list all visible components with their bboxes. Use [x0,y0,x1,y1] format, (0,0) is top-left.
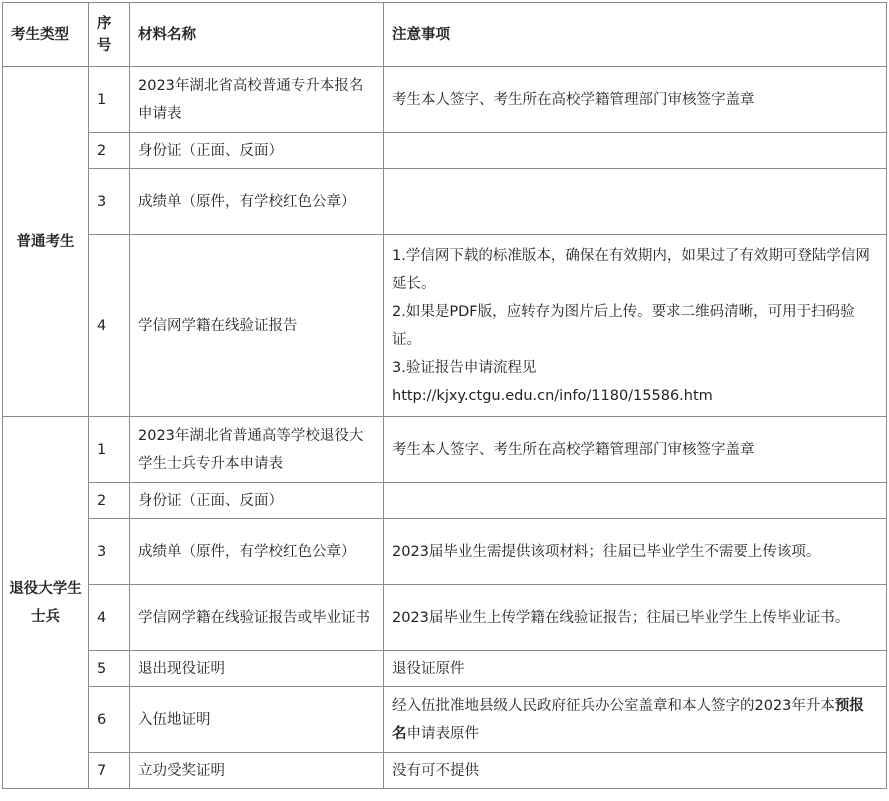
note-line: 2.如果是PDF版，应转存为图片后上传。要求二维码清晰，可用于扫码验证。 [392,303,855,348]
row-no: 3 [89,519,130,585]
table-row [3,585,887,651]
note-text: 经入伍批准地县级人民政府征兵办公室盖章和本人签字的2023年升本 [392,697,835,714]
material-name: 退出现役证明 [130,651,384,687]
group-type: 普通考生 [3,67,89,417]
header-material: 材料名称 [130,3,384,67]
note-emphasis: 预报名 [392,697,864,742]
material-name: 学信网学籍在线验证报告或毕业证书 [130,585,384,651]
row-no: 7 [89,753,130,789]
material-note [384,235,887,417]
material-note: 考生本人签字、考生所在高校学籍管理部门审核签字盖章 [384,67,887,133]
table-row [3,417,887,483]
table-row [3,169,887,235]
row-no: 2 [89,483,130,519]
material-name: 2023年湖北省高校普通专升本报名申请表 [130,67,384,133]
note-text: 申请表原件 [406,725,479,742]
table-row [3,651,887,687]
row-no: 3 [89,169,130,235]
table-row [3,235,887,417]
group-type: 退役大学生士兵 [3,417,89,789]
note-line: 3.验证报告申请流程见 [392,359,537,376]
header-row [3,3,887,67]
note-line: 1.学信网下载的标准版本，确保在有效期内，如果过了有效期可登陆学信网延长。 [392,247,870,292]
row-no: 6 [89,687,130,753]
material-name: 学信网学籍在线验证报告 [130,235,384,417]
header-notes: 注意事项 [384,3,887,67]
table-row [3,67,887,133]
material-note [384,687,887,753]
row-no: 2 [89,133,130,169]
row-no: 4 [89,235,130,417]
header-type: 考生类型 [3,3,89,67]
note-link[interactable]: http://kjxy.ctgu.edu.cn/info/1180/15586.htm [392,387,713,404]
material-note: 没有可不提供 [384,753,887,789]
material-note [384,169,887,235]
table-row [3,519,887,585]
table-row [3,133,887,169]
material-name: 身份证（正面、反面） [130,133,384,169]
material-note [384,133,887,169]
row-no: 4 [89,585,130,651]
table-row [3,483,887,519]
row-no: 1 [89,417,130,483]
material-note: 退役证原件 [384,651,887,687]
material-note [384,483,887,519]
material-name: 成绩单（原件，有学校红色公章） [130,519,384,585]
row-no: 5 [89,651,130,687]
materials-table [2,2,887,789]
table-row [3,753,887,789]
material-note: 2023届毕业生需提供该项材料；往届已毕业学生不需要上传该项。 [384,519,887,585]
material-name: 成绩单（原件，有学校红色公章） [130,169,384,235]
material-note: 2023届毕业生上传学籍在线验证报告；往届已毕业学生上传毕业证书。 [384,585,887,651]
row-no: 1 [89,67,130,133]
material-name: 入伍地证明 [130,687,384,753]
material-name: 立功受奖证明 [130,753,384,789]
header-no: 序号 [89,3,130,67]
table-row [3,687,887,753]
material-name: 身份证（正面、反面） [130,483,384,519]
material-note: 考生本人签字、考生所在高校学籍管理部门审核签字盖章 [384,417,887,483]
material-name: 2023年湖北省普通高等学校退役大学生士兵专升本申请表 [130,417,384,483]
